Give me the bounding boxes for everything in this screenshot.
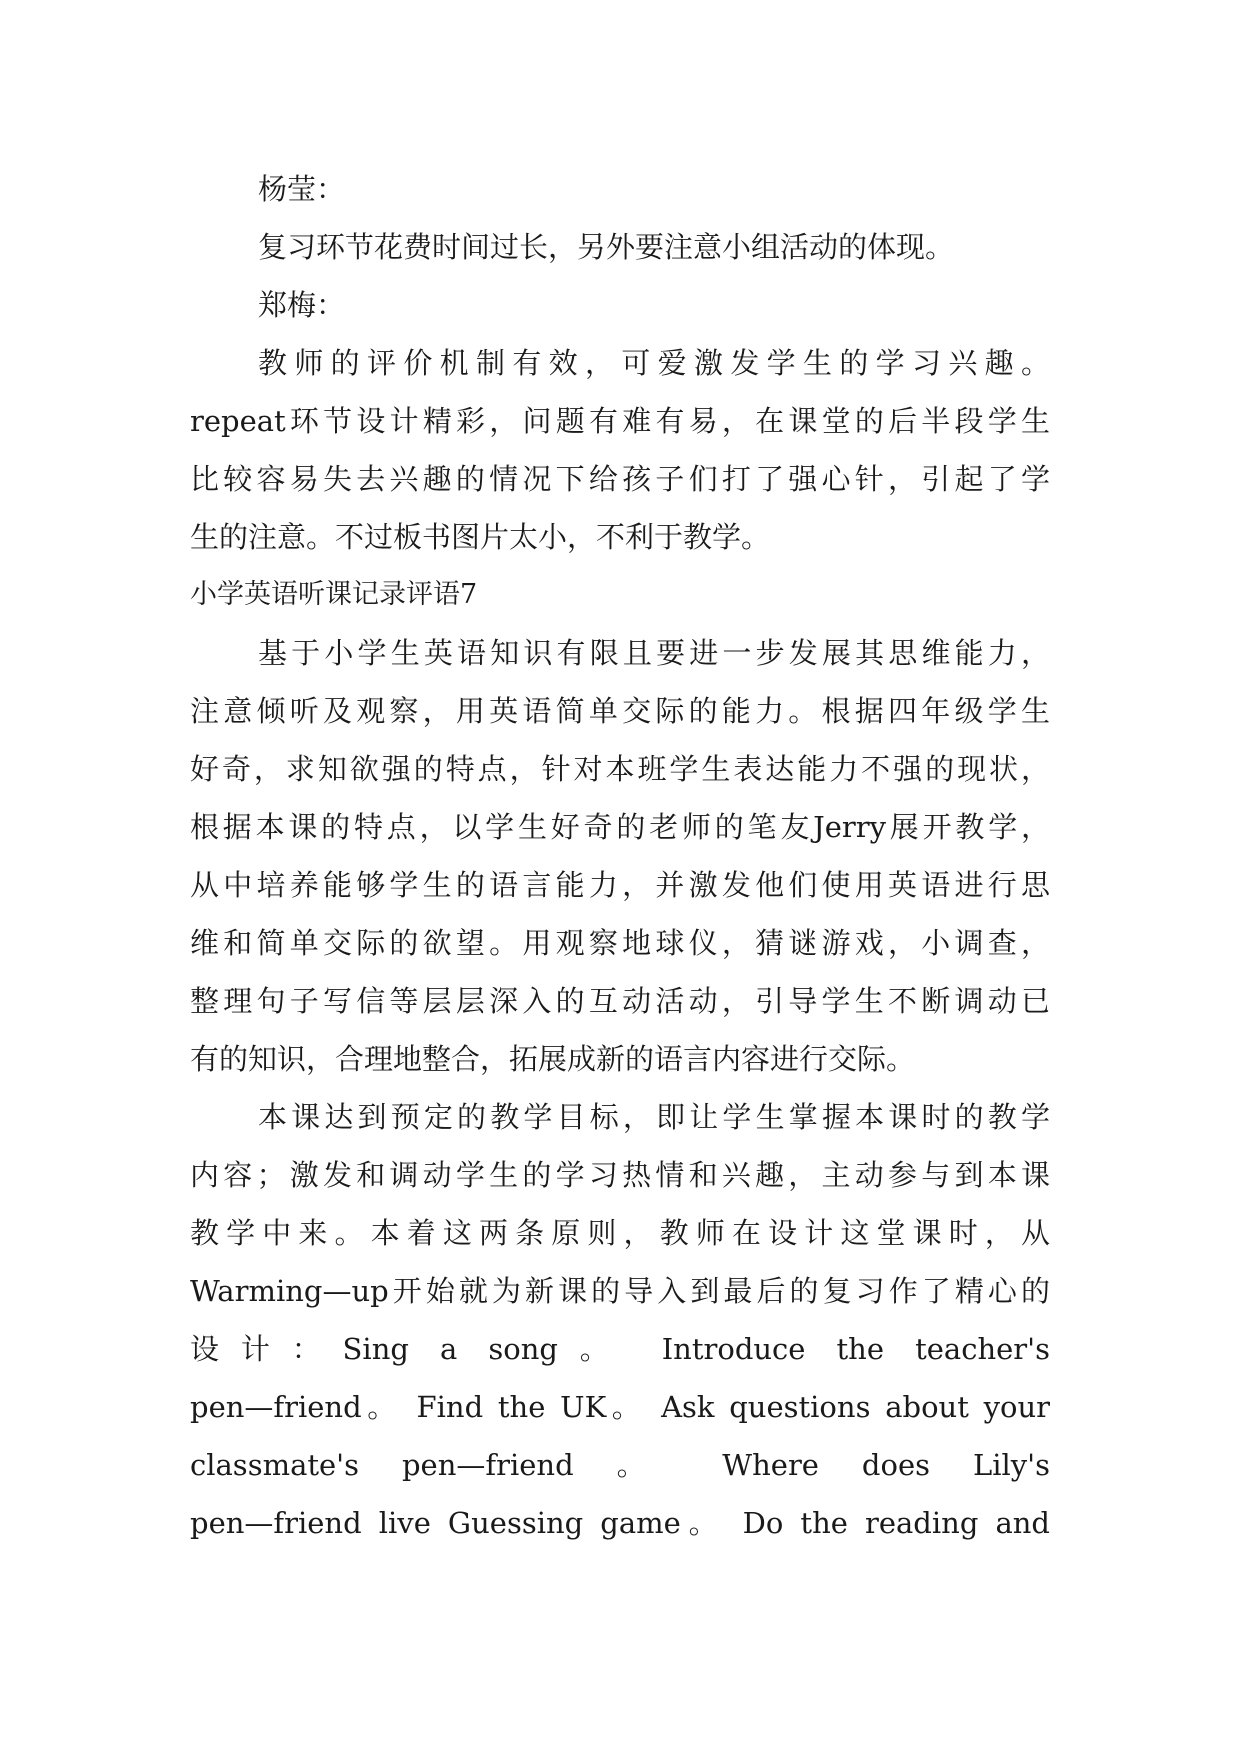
body-line: 设计：Sing a song。 Introduce the teacher's xyxy=(190,1332,1050,1366)
comment-line: 比较容易失去兴趣的情况下给孩子们打了强心针，引起了学 xyxy=(190,462,1050,496)
body-line: classmate's pen—friend 。 Where does Lily's xyxy=(190,1448,1050,1482)
speaker-name-zheng-mei: 郑梅： xyxy=(258,288,346,322)
comment-line: 生的注意。不过板书图片太小，不利于教学。 xyxy=(190,520,771,554)
body-line: 内容；激发和调动学生的学习热情和兴趣，主动参与到本课 xyxy=(190,1158,1050,1192)
body-line: pen—friend live Guessing game。 Do the reading and xyxy=(190,1506,1050,1540)
speaker-name-yang-ying: 杨莹： xyxy=(258,172,346,206)
body-line: 好奇，求知欲强的特点，针对本班学生表达能力不强的现状， xyxy=(190,752,1050,786)
body-line: 教学中来。本着这两条原则，教师在设计这堂课时，从 xyxy=(190,1216,1050,1250)
body-line: 维和简单交际的欲望。用观察地球仪，猜谜游戏，小调查， xyxy=(190,926,1050,960)
body-line: Warming—up开始就为新课的导入到最后的复习作了精心的 xyxy=(190,1274,1050,1308)
body-line: 从中培养能够学生的语言能力，并激发他们使用英语进行思 xyxy=(190,868,1050,902)
body-line: 根据本课的特点，以学生好奇的老师的笔友Jerry展开教学， xyxy=(190,810,1050,844)
body-line: 注意倾听及观察，用英语简单交际的能力。根据四年级学生 xyxy=(190,694,1050,728)
document-body xyxy=(190,160,1050,1552)
body-line: 有的知识，合理地整合，拓展成新的语言内容进行交际。 xyxy=(190,1042,916,1076)
comment-line: 教师的评价机制有效，可爱激发学生的学习兴趣。 xyxy=(258,346,1050,380)
comment-line: repeat环节设计精彩，问题有难有易，在课堂的后半段学生 xyxy=(190,404,1050,438)
body-line: pen—friend。 Find the UK。 Ask questions about your xyxy=(190,1390,1050,1424)
body-line: 基于小学生英语知识有限且要进一步发展其思维能力， xyxy=(258,636,1050,670)
section-heading: 小学英语听课记录评语7 xyxy=(190,579,478,610)
body-line: 整理句子写信等层层深入的互动活动，引导学生不断调动已 xyxy=(190,984,1050,1018)
comment-line: 复习环节花费时间过长，另外要注意小组活动的体现。 xyxy=(258,230,955,264)
body-line: 本课达到预定的教学目标，即让学生掌握本课时的教学 xyxy=(258,1100,1050,1134)
